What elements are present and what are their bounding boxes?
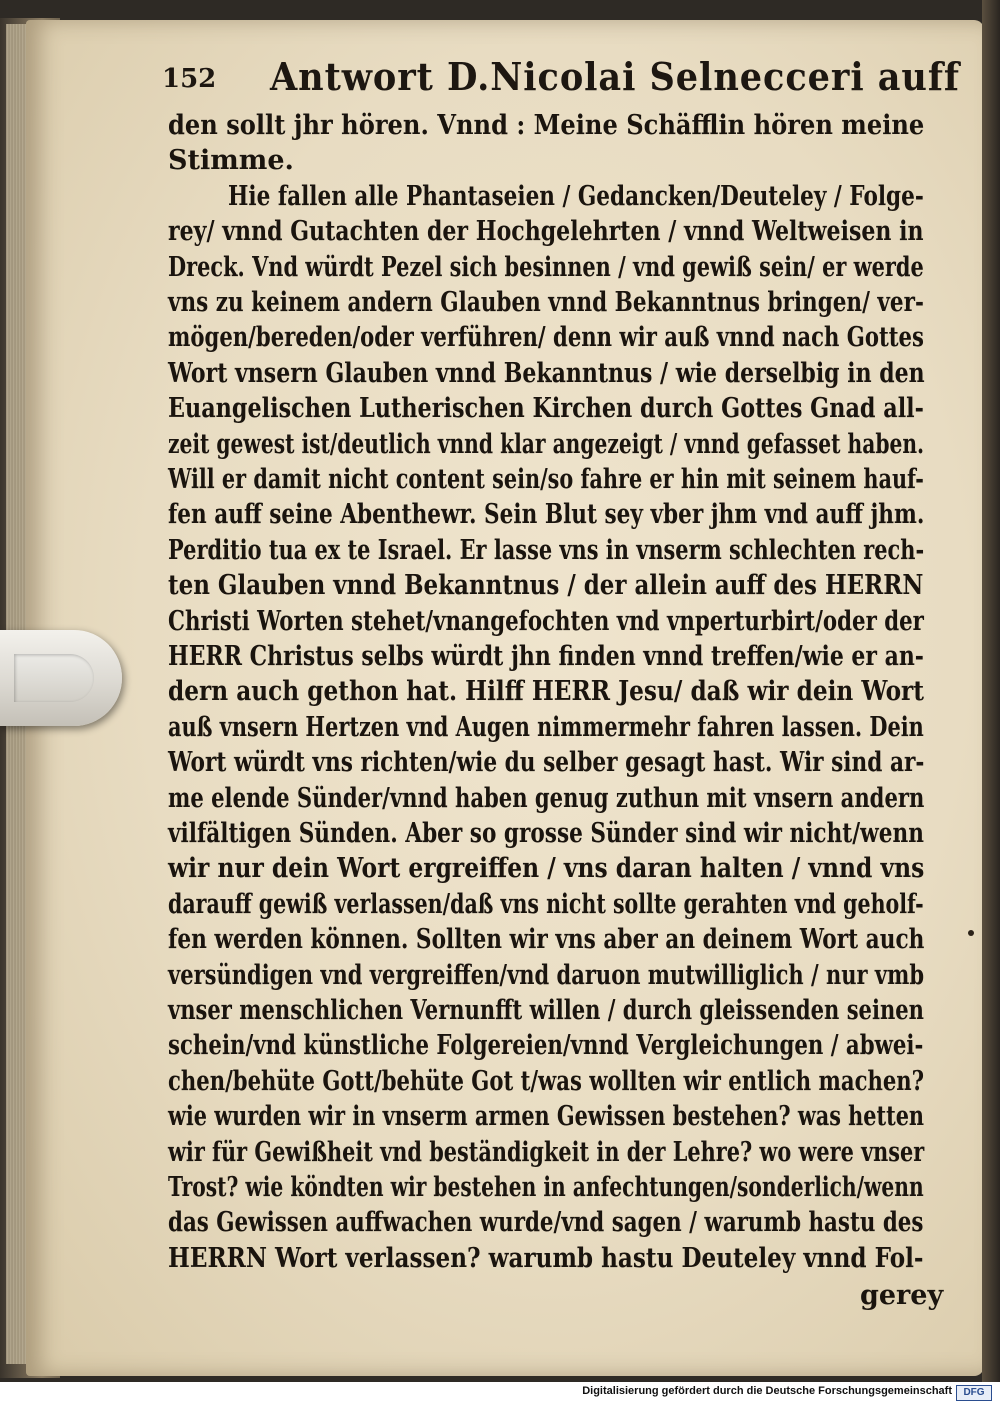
text-line: Christi Worten stehet/vnangefochten vnd vnperturbirt/oder der [168,605,924,637]
text-line: ten Glauben vnnd Bekanntnus / der allein auff des HERRN [168,570,924,602]
text-line: fen werden können. Sollten wir vns aber an deinem Wort auch [168,924,925,956]
text-line: Perditio tua ex te Israel. Er lasse vns in vnserm schlechten rech- [168,534,925,566]
text-line: wie wurden wir in vnserm armen Gewissen bestehen? was hetten [168,1101,925,1133]
text-line: rey/ vnnd Gutachten der Hochgelehrten / vnnd Weltweisen in [168,216,924,248]
text-line: chen/behüte Gott/behüte Got t/was wollten wir entlich machen? [168,1065,925,1097]
page-clip-inner [14,654,94,702]
text-line: das Gewissen auffwachen wurde/vnd sagen / warumb hastu des [168,1207,924,1239]
text-line: fen auff seine Abenthewr. Sein Blut sey vber jhm vnd auff jhm. [168,499,925,531]
page-number: 152 [162,64,217,94]
dfg-logo: DFG [956,1385,992,1401]
text-line: Trost? wie köndten wir bestehen in anfechtungen/sonderlich/wenn [168,1172,924,1203]
running-head: Antwort D.Nicolai Selnecceri auff [270,54,960,99]
footer-bar [0,1382,1000,1402]
text-line: wir nur dein Wort ergreiffen / vns daran halten / vnnd vns [168,853,925,885]
text-line: mögen/bereden/oder verführen/ denn wir auß vnnd nach Gottes [168,322,924,354]
footer-credit: Digitalisierung gefördert durch die Deutsche Forschungsgemeinschaft [582,1385,952,1397]
text-line: HERR Christus selbs würdt jhn finden vnnd treffen/wie er an- [168,641,924,672]
text-line: Hie fallen alle Phantaseien / Gedancken/Deuteley / Folge- [228,180,924,212]
right-page-edge [982,0,1000,1382]
text-line: vilfältigen Sünden. Aber so grosse Sünder sind wir nicht/wenn [168,818,924,849]
text-line: versündigen vnd vergreiffen/vnd daruon mutwilliglich / nur vmb [168,959,925,991]
text-line: vnser menschlichen Vernunfft willen / durch gleissenden seinen [168,995,924,1026]
page-header [162,54,960,104]
text-line: Euangelischen Lutherischen Kirchen durch Gottes Gnad all- [168,393,924,425]
text-line: Dreck. Vnd würdt Pezel sich besinnen / vnd gewiß sein/ er werde [168,251,924,283]
text-line: Stimme. [168,145,294,177]
text-line: Will er damit nicht content sein/so fahre er hin mit seinem hauf- [168,464,924,495]
text-line: auß vnsern Hertzen vnd Augen nimmermehr fahren lassen. Dein [168,711,924,743]
text-line: darauff gewiß verlassen/daß vns nicht sollte gerahten vnd geholf- [168,888,924,920]
text-line: wir für Gewißheit vnd beständigkeit in der Lehre? wo were vnser [168,1136,925,1168]
text-line: me elende Sünder/vnnd haben genug zuthun mit vnsern andern [168,782,925,814]
catchword: gerey [860,1280,944,1311]
text-line: vns zu keinem andern Glauben vnnd Bekanntnus bringen/ ver- [168,287,924,318]
text-line: schein/vnd künstliche Folgereien/vnnd Vergleichungen / abwei- [168,1030,924,1062]
text-line: Wort vnsern Glauben vnnd Bekanntnus / wie derselbig in den [168,357,925,389]
text-line: den sollt jhr hören. Vnnd : Meine Schäfflin hören meine [168,110,925,141]
text-line: dern auch gethon hat. Hilff HERR Jesu/ daß wir dein Wort [168,676,925,708]
ink-speck [968,930,974,936]
text-line: HERRN Wort verlassen? warumb hastu Deuteley vnnd Fol- [168,1242,924,1274]
text-line: Wort würdt vns richten/wie du selber gesagt hast. Wir sind ar- [168,747,925,779]
text-line: zeit gewest ist/deutlich vnnd klar angezeigt / vnnd gefasset haben. [168,428,925,460]
